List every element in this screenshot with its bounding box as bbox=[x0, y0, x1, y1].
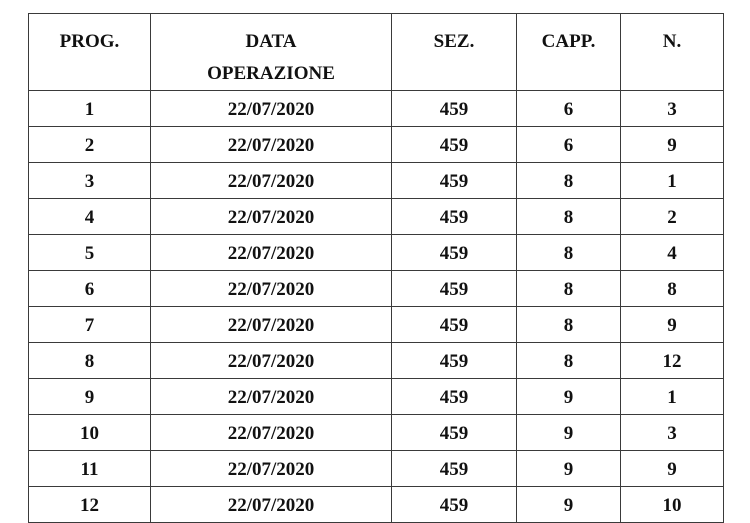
table-row bbox=[29, 91, 724, 127]
header-n: N. bbox=[621, 14, 724, 91]
cell-sez: 459 bbox=[392, 127, 517, 163]
cell-sez: 459 bbox=[392, 199, 517, 235]
cell-n: 12 bbox=[621, 343, 724, 379]
table-header bbox=[29, 14, 724, 91]
cell-data: 22/07/2020 bbox=[151, 307, 392, 343]
cell-data: 22/07/2020 bbox=[151, 127, 392, 163]
cell-capp: 6 bbox=[517, 127, 621, 163]
cell-n: 9 bbox=[621, 451, 724, 487]
table-row bbox=[29, 451, 724, 487]
cell-capp: 6 bbox=[517, 91, 621, 127]
cell-capp: 9 bbox=[517, 415, 621, 451]
cell-sez: 459 bbox=[392, 235, 517, 271]
table-row bbox=[29, 307, 724, 343]
cell-prog: 1 bbox=[29, 91, 151, 127]
cell-sez: 459 bbox=[392, 487, 517, 523]
cell-sez: 459 bbox=[392, 343, 517, 379]
cell-n: 10 bbox=[621, 487, 724, 523]
header-data-operazione bbox=[151, 14, 392, 91]
cell-data: 22/07/2020 bbox=[151, 235, 392, 271]
cell-data: 22/07/2020 bbox=[151, 271, 392, 307]
cell-prog: 12 bbox=[29, 487, 151, 523]
cell-prog: 3 bbox=[29, 163, 151, 199]
cell-n: 4 bbox=[621, 235, 724, 271]
cell-sez: 459 bbox=[392, 307, 517, 343]
table-row bbox=[29, 343, 724, 379]
table-row bbox=[29, 271, 724, 307]
header-prog: PROG. bbox=[29, 14, 151, 91]
cell-n: 9 bbox=[621, 307, 724, 343]
cell-n: 3 bbox=[621, 91, 724, 127]
cell-prog: 6 bbox=[29, 271, 151, 307]
cell-data: 22/07/2020 bbox=[151, 343, 392, 379]
cell-data: 22/07/2020 bbox=[151, 199, 392, 235]
cell-capp: 9 bbox=[517, 451, 621, 487]
cell-data: 22/07/2020 bbox=[151, 379, 392, 415]
table-body bbox=[29, 91, 724, 523]
operations-table bbox=[28, 13, 724, 523]
cell-n: 8 bbox=[621, 271, 724, 307]
cell-sez: 459 bbox=[392, 451, 517, 487]
cell-sez: 459 bbox=[392, 379, 517, 415]
cell-capp: 8 bbox=[517, 271, 621, 307]
cell-capp: 8 bbox=[517, 307, 621, 343]
table-row bbox=[29, 235, 724, 271]
cell-data: 22/07/2020 bbox=[151, 163, 392, 199]
cell-n: 2 bbox=[621, 199, 724, 235]
cell-capp: 9 bbox=[517, 379, 621, 415]
header-row bbox=[29, 14, 724, 91]
cell-sez: 459 bbox=[392, 91, 517, 127]
cell-prog: 8 bbox=[29, 343, 151, 379]
cell-sez: 459 bbox=[392, 163, 517, 199]
cell-capp: 9 bbox=[517, 487, 621, 523]
cell-prog: 11 bbox=[29, 451, 151, 487]
cell-n: 1 bbox=[621, 163, 724, 199]
cell-data: 22/07/2020 bbox=[151, 415, 392, 451]
cell-capp: 8 bbox=[517, 199, 621, 235]
cell-prog: 10 bbox=[29, 415, 151, 451]
cell-data: 22/07/2020 bbox=[151, 451, 392, 487]
cell-n: 3 bbox=[621, 415, 724, 451]
cell-prog: 9 bbox=[29, 379, 151, 415]
table-row bbox=[29, 163, 724, 199]
cell-sez: 459 bbox=[392, 415, 517, 451]
cell-data: 22/07/2020 bbox=[151, 91, 392, 127]
table-row bbox=[29, 199, 724, 235]
header-sez: SEZ. bbox=[392, 14, 517, 91]
cell-n: 9 bbox=[621, 127, 724, 163]
table-row bbox=[29, 379, 724, 415]
table-row bbox=[29, 415, 724, 451]
cell-sez: 459 bbox=[392, 271, 517, 307]
cell-prog: 7 bbox=[29, 307, 151, 343]
cell-prog: 5 bbox=[29, 235, 151, 271]
cell-prog: 2 bbox=[29, 127, 151, 163]
table-row bbox=[29, 127, 724, 163]
cell-capp: 8 bbox=[517, 343, 621, 379]
cell-n: 1 bbox=[621, 379, 724, 415]
cell-prog: 4 bbox=[29, 199, 151, 235]
table-row bbox=[29, 487, 724, 523]
cell-capp: 8 bbox=[517, 235, 621, 271]
header-data-line1: DATA bbox=[245, 31, 297, 52]
header-data-line2: OPERAZIONE bbox=[207, 63, 335, 84]
cell-data: 22/07/2020 bbox=[151, 487, 392, 523]
header-capp: CAPP. bbox=[517, 14, 621, 91]
cell-capp: 8 bbox=[517, 163, 621, 199]
